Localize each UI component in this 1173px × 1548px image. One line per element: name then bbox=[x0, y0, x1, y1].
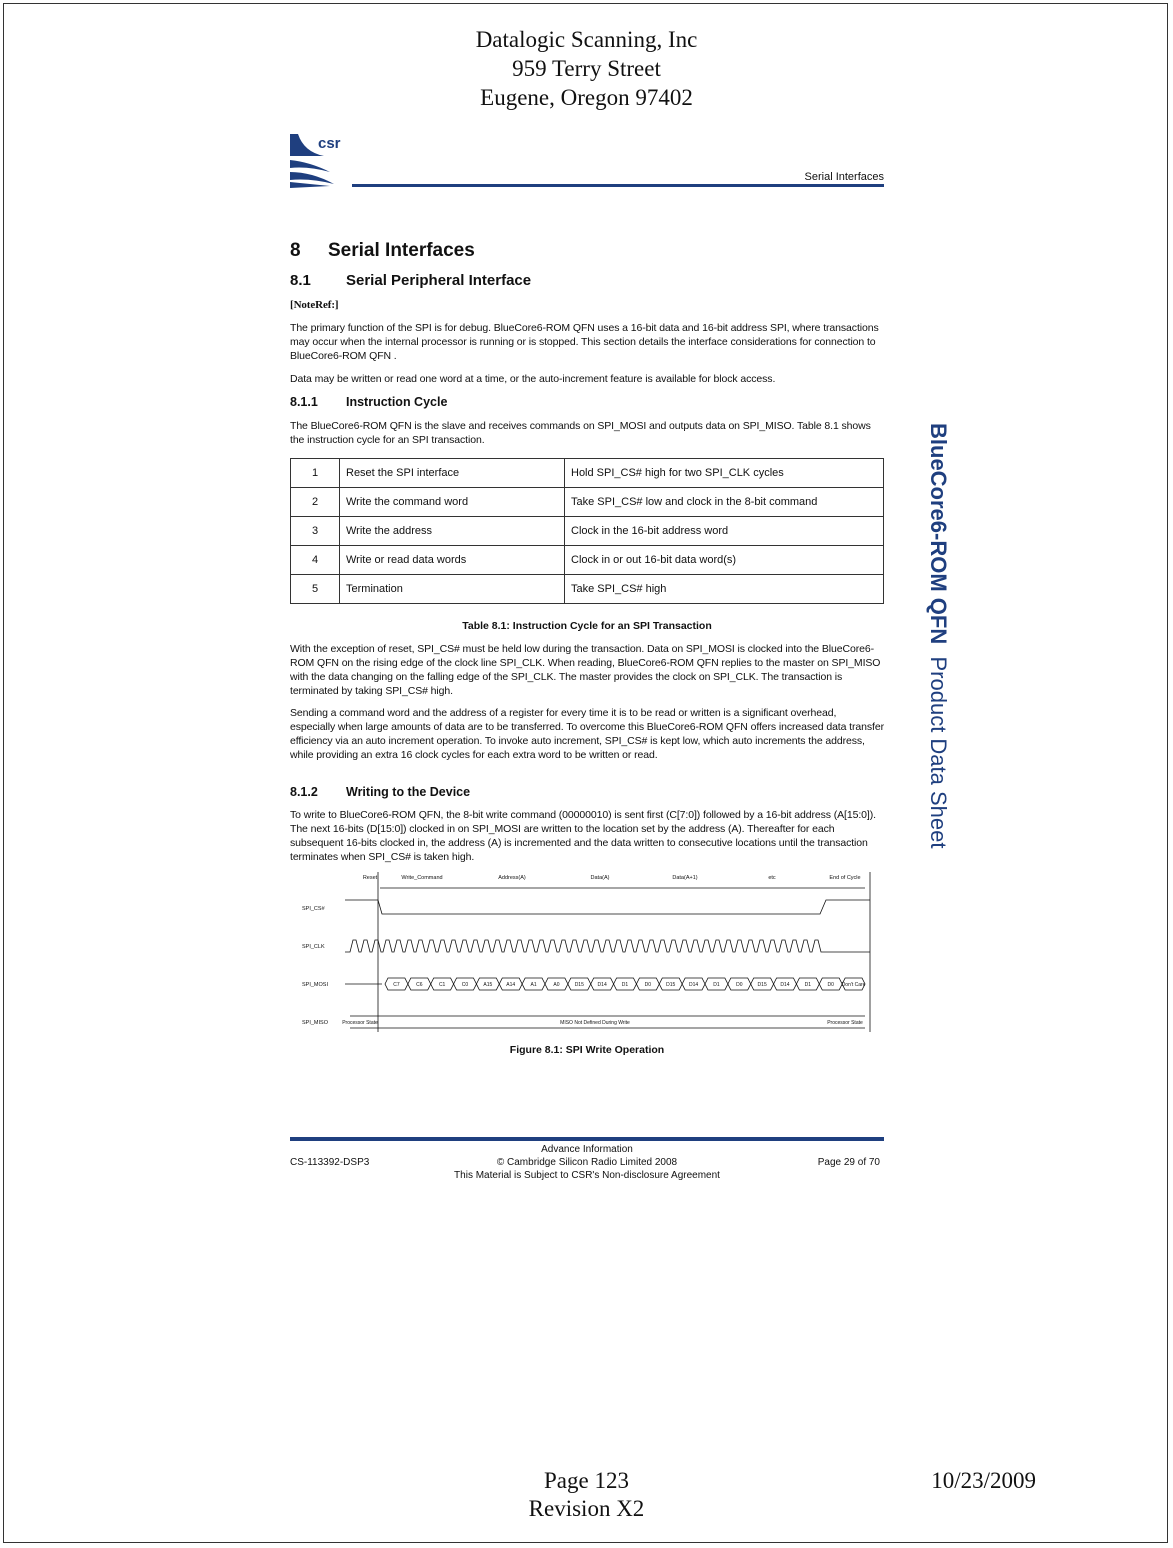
mosi-bit-label: D14 bbox=[688, 982, 699, 988]
mosi-bit-label: D15 bbox=[666, 982, 676, 988]
mosi-bit-label: D1 bbox=[621, 982, 629, 988]
paragraph-6: To write to BlueCore6-ROM QFN, the 8-bit write command (00000010) is sent first (C[7:0]) followed by a 16-bit address (A[15:0]). The next 16-bits (D[15:0]) clocked in on SPI_MOSI are written to the location set by the address (A). Thereafter for each subsequent 16-bits clocked in, the address (A) is incremented and the data written to consecutive locations until the transaction terminates when SPI_CS# is taken high. bbox=[290, 809, 876, 863]
mosi-bit-label: C7 bbox=[393, 982, 400, 988]
logo-text: csr bbox=[318, 135, 341, 152]
subsection-number: 8.1 bbox=[290, 272, 311, 289]
table-caption: Table 8.1: Instruction Cycle for an SPI Transaction bbox=[462, 620, 712, 632]
street-address: 959 Terry Street bbox=[512, 56, 661, 81]
table-cell: 4 bbox=[291, 546, 340, 575]
cs-waveform bbox=[345, 900, 870, 914]
footer-nda: This Material is Subject to CSR's Non-disclosure Agreement bbox=[454, 1170, 720, 1181]
section-title: Serial Interfaces bbox=[328, 240, 475, 261]
page-number: Page 123 bbox=[544, 1468, 629, 1493]
timing-phase-label: Data(A+1) bbox=[672, 875, 698, 881]
mosi-bit-label: A1 bbox=[530, 982, 537, 988]
mosi-bit-label: D14 bbox=[780, 982, 790, 988]
mosi-bit-label: Don't Care bbox=[841, 982, 866, 988]
table-row bbox=[291, 517, 884, 546]
csr-logo bbox=[290, 132, 350, 188]
instruction-cycle-table bbox=[290, 458, 884, 604]
subsubsection-number: 8.1.2 bbox=[290, 785, 318, 799]
table-cell: 2 bbox=[291, 488, 340, 517]
header-section-title: Serial Interfaces bbox=[804, 171, 884, 183]
mosi-bit-label: D15 bbox=[757, 982, 767, 988]
table-cell: 1 bbox=[291, 459, 340, 488]
mosi-bit-label: D0 bbox=[644, 982, 652, 988]
timing-phase-label: End of Cycle bbox=[829, 875, 861, 881]
footer-doc-id: CS-113392-DSP3 bbox=[290, 1157, 370, 1168]
side-product-title bbox=[925, 423, 951, 893]
timing-phase-label: Reset bbox=[362, 875, 378, 881]
table-cell: 3 bbox=[291, 517, 340, 546]
timing-phase-label: etc bbox=[768, 875, 776, 881]
subsubsection-heading-2 bbox=[290, 785, 470, 799]
footer-page-number: Page 29 of 70 bbox=[817, 1157, 880, 1168]
mosi-bit-label: A15 bbox=[483, 982, 493, 988]
paragraph-4: With the exception of reset, SPI_CS# must be held low during the transaction. Data on SPI_MOSI is clocked into the BlueCore6-ROM QFN on the rising edge of the clock line SPI_CLK. When reading, BlueCore6-ROM QFN replies to the master on SPI_MISO with the data changing on the falling edge of the SPI_CLK. The master provides the clock on SPI_CLK. The transaction is terminated by taking SPI_CS# high. bbox=[290, 643, 881, 697]
subsubsection-number: 8.1.1 bbox=[290, 395, 318, 409]
signal-label: SPI_MOSI bbox=[302, 982, 328, 988]
note-ref: [NoteRef:] bbox=[290, 299, 339, 311]
subsection-heading bbox=[290, 272, 531, 289]
paragraph-5: Sending a command word and the address of a register for every time it is to be read or written is a significant overhead, especially when large amounts of data are to be transferred. To overcome this BlueCore6-ROM QFN offers increased data transfer efficiency via an auto increment operation. To invoke auto increment, SPI_CS# is kept low, which auto increments the address, while providing an extra 16 clock cycles for each extra word to be written or read. bbox=[290, 707, 884, 761]
mosi-bit-label: C1 bbox=[438, 982, 446, 988]
table-cell: Clock in or out 16-bit data word(s) bbox=[565, 546, 884, 575]
footer-rule bbox=[290, 1137, 884, 1141]
mosi-bit-label: D15 bbox=[574, 982, 584, 988]
mosi-bit-label: D0 bbox=[736, 982, 743, 988]
table-cell: Hold SPI_CS# high for two SPI_CLK cycles bbox=[565, 459, 884, 488]
spi-write-timing-diagram bbox=[290, 872, 884, 1037]
side-title-bold: BlueCore6-ROM QFN bbox=[926, 423, 951, 645]
table-cell: Termination bbox=[340, 575, 565, 604]
subsubsection-title: Writing to the Device bbox=[346, 785, 471, 799]
figure-caption: Figure 8.1: SPI Write Operation bbox=[509, 1044, 665, 1056]
table-row bbox=[291, 546, 884, 575]
miso-label: MISO Not Defined During Write bbox=[560, 1020, 630, 1026]
company-name: Datalogic Scanning, Inc bbox=[475, 27, 698, 52]
clk-waveform bbox=[345, 940, 870, 952]
subsection-title: Serial Peripheral Interface bbox=[346, 272, 532, 289]
timing-phase-label: Address(A) bbox=[498, 875, 526, 881]
subsubsection-title: Instruction Cycle bbox=[346, 395, 448, 409]
date: 10/23/2009 bbox=[931, 1468, 1036, 1493]
mosi-bit-label: D1 bbox=[804, 982, 812, 988]
paragraph-3: The BlueCore6-ROM QFN is the slave and receives commands on SPI_MOSI and outputs data on SPI_MISO. Table 8.1 shows the instruction cycle for an SPI transaction. bbox=[290, 420, 871, 446]
section-heading bbox=[290, 240, 475, 262]
mosi-bit-label: D14 bbox=[597, 982, 607, 988]
timing-phase-label: Write_Command bbox=[401, 875, 443, 881]
page-frame bbox=[3, 3, 1168, 1543]
table-cell: Write the address bbox=[340, 517, 565, 546]
table-cell: 5 bbox=[291, 575, 340, 604]
mosi-bit-label: A14 bbox=[506, 982, 516, 988]
section-number: 8 bbox=[290, 240, 301, 261]
table-cell: Take SPI_CS# low and clock in the 8-bit command bbox=[565, 488, 884, 517]
mosi-bit-label: D1 bbox=[713, 982, 720, 988]
mosi-bit-label: A0 bbox=[553, 982, 560, 988]
mosi-bit-label: C0 bbox=[461, 982, 469, 988]
table-cell: Clock in the 16-bit address word bbox=[565, 517, 884, 546]
mosi-bit-label: D0 bbox=[827, 982, 834, 988]
footer-copyright: © Cambridge Silicon Radio Limited 2008 bbox=[496, 1157, 678, 1168]
miso-label: Processor State bbox=[342, 1020, 378, 1026]
city-address: Eugene, Oregon 97402 bbox=[480, 85, 693, 110]
mosi-bit-label: C6 bbox=[416, 982, 423, 988]
signal-label: SPI_CS# bbox=[302, 906, 325, 912]
table-row bbox=[291, 575, 884, 604]
header-rule bbox=[352, 184, 884, 187]
side-title-normal: Product Data Sheet bbox=[926, 656, 951, 849]
table-cell: Reset the SPI interface bbox=[340, 459, 565, 488]
paragraph-1: The primary function of the SPI is for debug. BlueCore6-ROM QFN uses a 16-bit data and 16-bit address SPI, where transactions may occur when the internal processor is running or is stopped. This section details the interface considerations for connection to BlueCore6-ROM QFN . bbox=[290, 322, 879, 362]
subsubsection-heading-1 bbox=[290, 395, 447, 409]
signal-label: SPI_MISO bbox=[302, 1020, 328, 1026]
timing-phase-label: Data(A) bbox=[590, 875, 610, 881]
table-cell: Take SPI_CS# high bbox=[565, 575, 884, 604]
signal-label: SPI_CLK bbox=[302, 944, 325, 950]
table-cell: Write the command word bbox=[340, 488, 565, 517]
paragraph-2: Data may be written or read one word at a time, or the auto-increment feature is available for block access. bbox=[290, 373, 776, 385]
table-row bbox=[291, 488, 884, 517]
revision: Revision X2 bbox=[528, 1496, 645, 1521]
table-cell: Write or read data words bbox=[340, 546, 565, 575]
table-row bbox=[291, 459, 884, 488]
miso-label: Processor State bbox=[827, 1020, 863, 1026]
footer-advance-info: Advance Information bbox=[541, 1144, 633, 1155]
